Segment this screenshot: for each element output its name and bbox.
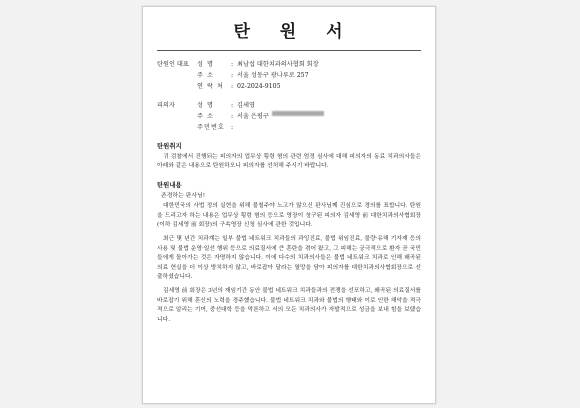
redacted-address-block	[272, 111, 324, 116]
phone-label: 연 락 처	[197, 83, 224, 90]
content-paragraph: 김세영 前 회장은 3년의 재임기간 동안 불법 네트워크 치과들과의 전쟁을 선포하고, 왜곡된 의료질서를 바로잡기 위해 혼신의 노력을 경주했습니다. 불법 네트워크 치과와 불법의 행태와 이로 인한 해악을 적극적으로 알리는 기여, 중선대학 등을 막론하고 서의 모든 치과의사가 자발적으로 성금을 보내 힘을 보탰습니다.	[157, 288, 421, 323]
accused-name-row: 성 명 : 김세영	[197, 102, 255, 109]
petitioner-section	[157, 59, 421, 92]
address-label: 주 소	[197, 113, 214, 120]
accused-section	[157, 100, 421, 133]
petitioner-name-row: 성 명 : 최남섭 대한치과의사협회 회장	[197, 61, 319, 68]
document-title: 탄 원 서	[233, 22, 355, 42]
accused-name: 김세영	[237, 102, 255, 109]
petitioner-address-row: 주 소 : 서울 성동구 광나루로 257	[197, 72, 309, 79]
content-paragraph: 최근 몇 년간 치과계는 일부 불법 네트워크 치과들의 과잉진료, 불법 위임진료, 불량·유해 기자재 등의 사용 및 불법 운영·일선 행위 등으로 의료질서에 큰 혼란을 겪어 왔고, 그 피해는 궁극적으로 환자 곧 국민들에게 돌아가는 것은 자명하지 않습니다. 이에 다수의 치과의사들은 불법 네트워크 치과로 인해 왜곡된 의료 현실을 더 이상 방치하지 않고, 바로잡아 달라는 열망을 담아 피의자를 대한치과의사협회장으로 선출하셨습니다.	[157, 236, 421, 281]
petitioner-label: 탄원인 대표	[157, 61, 189, 68]
petitioner-name: 최남섭 대한치과의사협회 회장	[237, 61, 319, 68]
name-label: 성 명	[197, 61, 214, 68]
name-label: 성 명	[197, 102, 214, 109]
petitioner-phone: 02-2024-9105	[237, 83, 281, 90]
greeting: 존경하는 판사님!	[161, 192, 206, 199]
id-label: 주민번호	[197, 124, 225, 131]
purpose-text: 귀 검찰에서 진행되는 피의자의 업무상 횡령 혐의 관련 엄정 심사에 대해 피의자의 동료 치과의사들은 아래와 같은 내용으로 탄원하오니 피의자를 선처해 주시기 바랍니다.	[157, 154, 421, 170]
accused-id-row: 주민번호 :	[197, 124, 234, 131]
accused-label: 피의자	[157, 102, 175, 109]
address-label: 주 소	[197, 72, 214, 79]
content-heading: 탄원내용	[157, 180, 182, 189]
purpose-heading: 탄원취지	[157, 142, 182, 150]
title-divider	[157, 50, 421, 51]
document-page	[142, 6, 436, 404]
accused-address: 서울 은평구	[237, 113, 269, 120]
accused-address-row: 주 소 : 서울 은평구	[197, 111, 421, 122]
petitioner-phone-row: 연 락 처 : 02-2024-9105	[197, 83, 281, 90]
content-paragraph: 대한민국의 사법 정의 실현을 위해 불철주야 노고가 많으신 판사님께 진심으로 경의를 표합니다. 탄원을 드리고자 하는 내용은 업무상 횡령 혐의 등으로 영장이 청구된 피의자 김세영 前 대한치과의사협회장(이하 김세영 前 회장)의 구속영장 신청 심사에 관한 것입니다.	[157, 203, 421, 229]
petitioner-address: 서울 성동구 광나루로 257	[237, 72, 309, 79]
